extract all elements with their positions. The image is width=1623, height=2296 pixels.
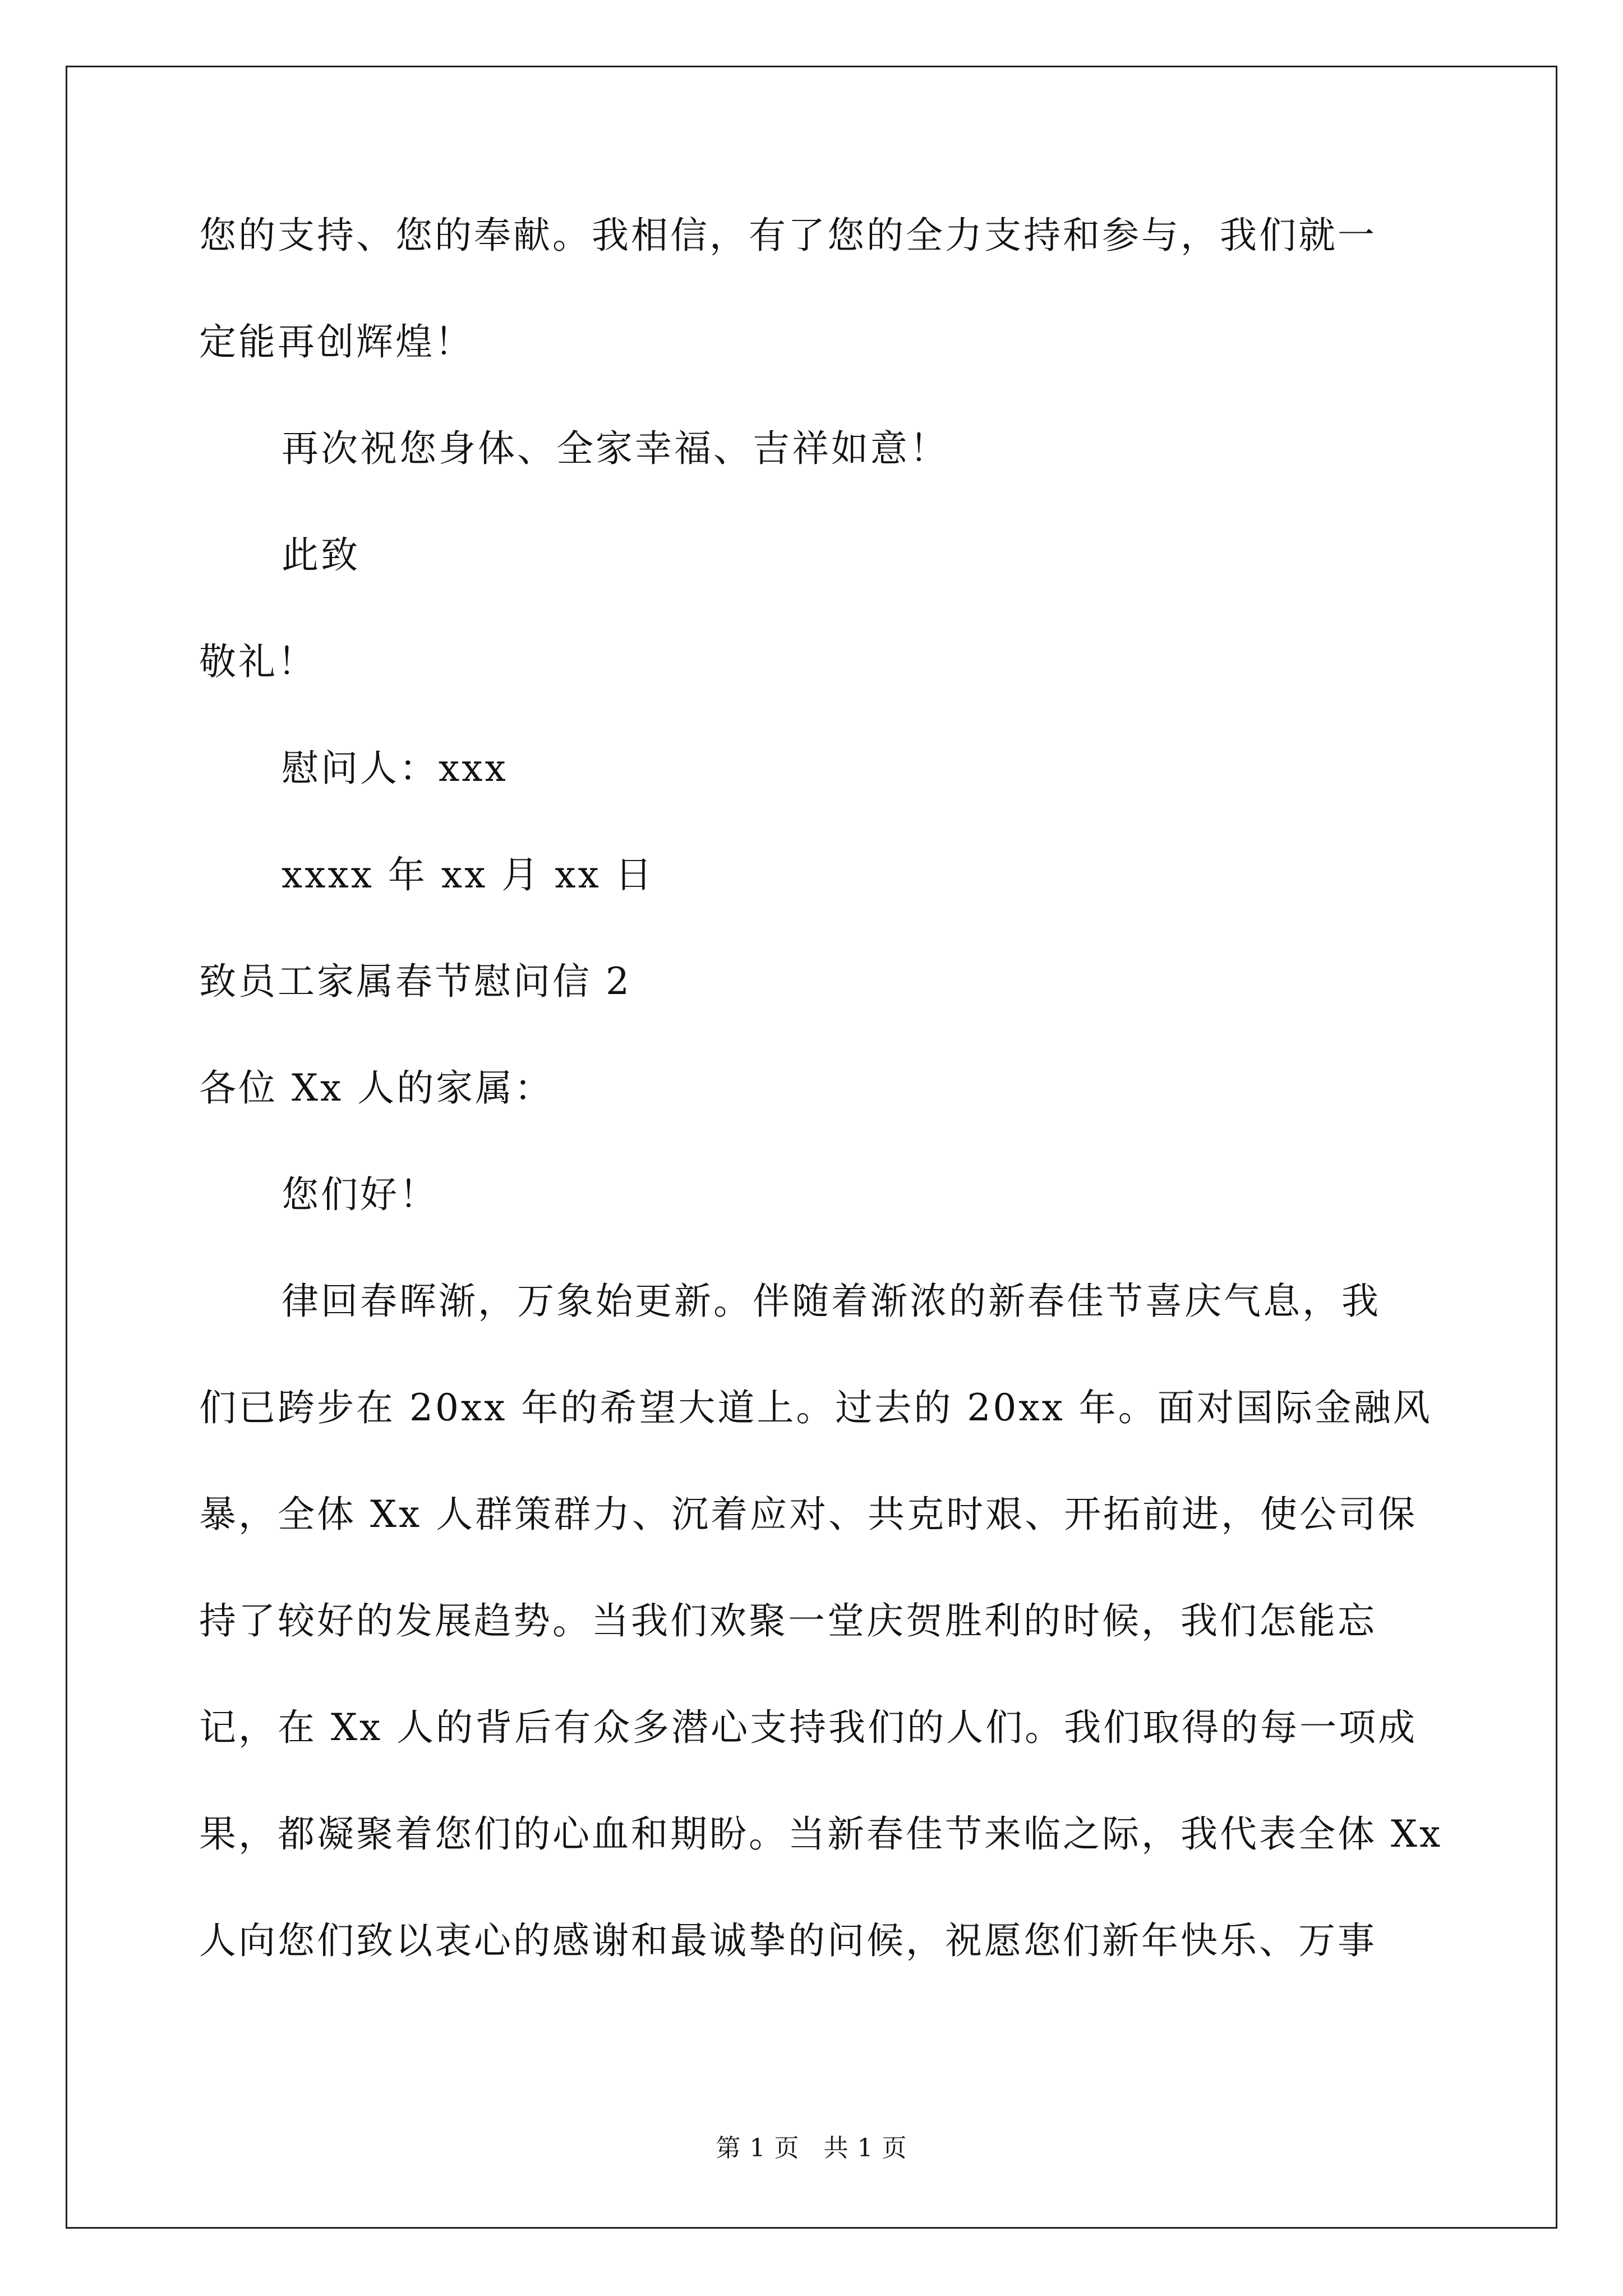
body-line: 果，都凝聚着您们的心血和期盼。当新春佳节来临之际，我代表全体 Xx	[199, 1812, 1443, 1856]
body-line: 暴，全体 Xx 人群策群力、沉着应对、共克时艰、开拓前进，使公司保	[199, 1493, 1418, 1536]
greeting-recipient: 各位 Xx 人的家属：	[199, 1066, 554, 1110]
body-line: 定能再创辉煌！	[199, 320, 474, 364]
page-total: 共 1 页	[823, 2134, 907, 2162]
body-line: 律回春晖渐，万象始更新。伴随着渐浓的新春佳节喜庆气息，我	[282, 1280, 1381, 1323]
body-line: 人向您们致以衷心的感谢和最诚挚的问候，祝愿您们新年快乐、万事	[199, 1919, 1377, 1962]
body-line: 您的支持、您的奉献。我相信，有了您的全力支持和参与，我们就一	[199, 214, 1377, 257]
body-line: 记，在 Xx 人的背后有众多潜心支持我们的人们。我们取得的每一项成	[199, 1706, 1418, 1749]
closing-salutation: 此致	[282, 533, 360, 577]
signature-line: 慰问人：xxx	[282, 747, 508, 790]
closing-regards: 敬礼！	[199, 640, 317, 683]
letter-title: 致员工家属春节慰问信 2	[199, 960, 631, 1003]
date-line: xxxx 年 xx 月 xx 日	[282, 853, 654, 896]
wishes-line: 再次祝您身体、全家幸福、吉祥如意！	[282, 427, 949, 470]
page-number: 第 1 页	[716, 2134, 800, 2162]
greeting-hello: 您们好！	[282, 1173, 439, 1216]
body-line: 们已跨步在 20xx 年的希望大道上。过去的 20xx 年。面对国际金融风	[199, 1386, 1432, 1429]
page-footer	[0, 2132, 1623, 2165]
body-line: 持了较好的发展趋势。当我们欢聚一堂庆贺胜利的时候，我们怎能忘	[199, 1599, 1377, 1642]
page-border	[66, 66, 1557, 2229]
